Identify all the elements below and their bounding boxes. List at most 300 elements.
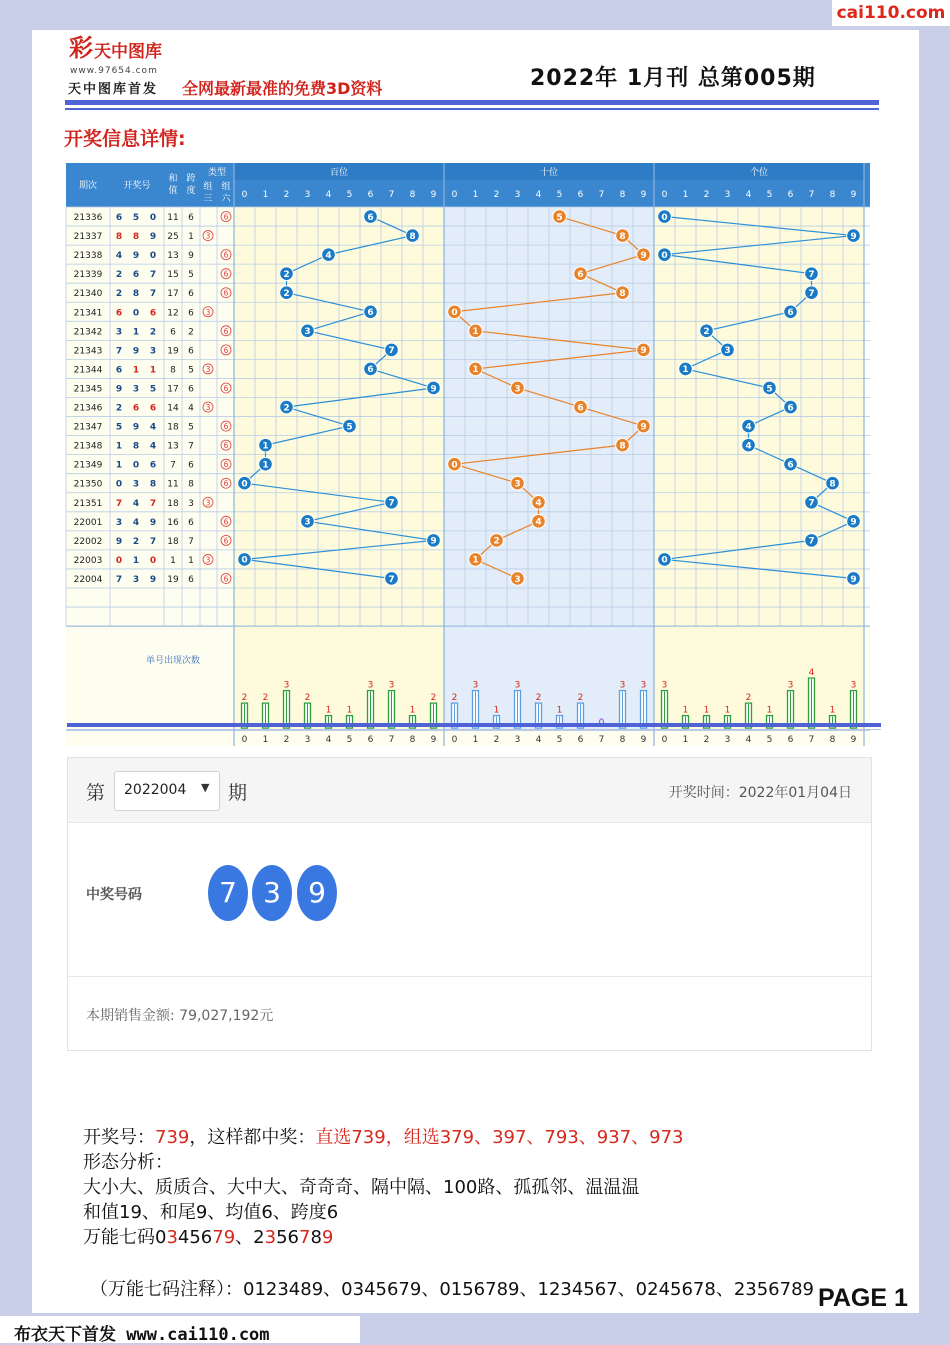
header-digit: 6 — [577, 190, 584, 200]
row-number: 7 — [149, 536, 157, 547]
row-period: 22001 — [73, 517, 103, 528]
trend-ball-value: 4 — [745, 422, 752, 433]
row-period: 22003 — [73, 555, 103, 566]
trend-ball-value: 5 — [766, 384, 773, 395]
row-sum: 15 — [167, 270, 179, 281]
header-group3: 组 — [203, 182, 213, 192]
row-span: 2 — [188, 327, 194, 338]
row-number: 4 — [149, 441, 157, 452]
row-span: 7 — [188, 536, 194, 547]
trend-ball-value: 9 — [640, 250, 647, 261]
header-group3: 三 — [203, 194, 213, 204]
axis-digit: 2 — [703, 735, 710, 746]
row-span: 6 — [188, 574, 194, 585]
header-digit: 8 — [409, 190, 416, 200]
count-value: 2 — [535, 693, 542, 704]
header-position: 百位 — [329, 168, 349, 178]
row-period: 21342 — [73, 327, 103, 338]
header-digit: 4 — [535, 190, 542, 200]
bottom-site-text[interactable]: 布衣天下首发 www.cai110.com — [14, 1325, 270, 1345]
count-value: 1 — [325, 705, 332, 716]
header-type: 类型 — [207, 168, 227, 178]
trend-ball-value: 6 — [577, 403, 584, 414]
row-span: 5 — [188, 422, 194, 433]
axis-digit: 5 — [556, 735, 563, 746]
logo-slogan: 天中图库首发 — [68, 82, 159, 97]
row-sum: 13 — [167, 251, 179, 262]
header-digit: 6 — [367, 190, 374, 200]
axis-digit: 9 — [850, 735, 857, 746]
header-digit: 0 — [451, 190, 458, 200]
axis-digit: 4 — [325, 735, 332, 746]
row-period: 21347 — [73, 422, 103, 433]
trend-ball-value: 7 — [388, 574, 395, 585]
row-span: 6 — [188, 517, 194, 528]
row-number: 0 — [132, 308, 140, 319]
seven-code-hit: 79 — [212, 1227, 236, 1248]
seven-code-part: 8 — [310, 1227, 322, 1248]
seven-code-part: 、2 — [235, 1227, 265, 1248]
footnote: （万能七码注释）：0123489、0345679、0156789、1234567、0245678、2356789 — [90, 1279, 814, 1300]
logo-icon: 彩 — [69, 33, 93, 62]
trend-ball-value: 5 — [346, 422, 353, 433]
row-period: 21339 — [73, 270, 103, 281]
row-span: 7 — [188, 441, 194, 452]
row-number: 0 — [115, 479, 123, 490]
row-number: 3 — [132, 479, 140, 490]
trend-ball-value: 4 — [535, 517, 542, 528]
axis-digit: 8 — [409, 735, 416, 746]
count-value: 2 — [451, 693, 458, 704]
draw-panel — [67, 757, 872, 1051]
row-number: 6 — [132, 270, 140, 281]
divider-rule — [67, 723, 881, 727]
trend-ball-value: 6 — [787, 403, 794, 414]
count-value: 2 — [577, 693, 584, 704]
issue-title: 2022年 1月刊 总第005期 — [530, 66, 816, 91]
header-digit: 0 — [661, 190, 668, 200]
header-digit: 8 — [829, 190, 836, 200]
header-digit: 9 — [850, 190, 857, 200]
count-value: 1 — [703, 705, 710, 716]
row-sum: 19 — [167, 346, 179, 357]
row-type-value: 3 — [205, 231, 211, 241]
draw-time: 开奖时间：2022年01月04日 — [668, 785, 852, 801]
axis-digit: 5 — [346, 735, 353, 746]
count-value: 3 — [661, 680, 668, 691]
header-digit: 1 — [262, 190, 269, 200]
row-number: 8 — [115, 232, 123, 243]
trend-ball-value: 9 — [430, 384, 437, 395]
trend-ball-value: 3 — [304, 517, 311, 528]
trend-ball-value: 9 — [850, 574, 857, 585]
axis-digit: 3 — [304, 735, 311, 746]
trend-ball-value: 7 — [808, 536, 815, 547]
trend-ball-value: 9 — [850, 517, 857, 528]
axis-digit: 7 — [388, 735, 395, 746]
row-number: 7 — [149, 289, 157, 300]
win-ball: 7 — [208, 865, 248, 921]
row-number: 7 — [115, 498, 123, 509]
count-value: 2 — [262, 693, 269, 704]
count-value: 3 — [472, 680, 479, 691]
page-number: PAGE 1 — [818, 1284, 908, 1312]
section-title: 开奖信息详情: — [64, 128, 186, 150]
axis-digit: 6 — [577, 735, 584, 746]
row-number: 0 — [149, 555, 157, 566]
trend-chart — [66, 163, 870, 746]
trend-ball-value: 7 — [808, 498, 815, 509]
header-numbers: 开奖号 — [123, 181, 151, 191]
trend-ball-value: 9 — [430, 536, 437, 547]
row-sum: 6 — [170, 327, 176, 338]
row-number: 9 — [115, 536, 123, 547]
row-sum: 19 — [167, 574, 179, 585]
trend-ball-value: 7 — [388, 498, 395, 509]
row-span: 9 — [188, 251, 194, 262]
row-period: 21341 — [73, 308, 103, 319]
header-digit: 7 — [388, 190, 395, 200]
analysis-sum: 和值19、和尾9、均值6、跨度6 — [83, 1202, 339, 1223]
row-type-value: 6 — [223, 345, 229, 355]
row-sum: 17 — [167, 289, 179, 300]
axis-digit: 2 — [493, 735, 500, 746]
row-number: 3 — [132, 384, 140, 395]
trend-ball-value: 6 — [367, 308, 374, 319]
row-span: 6 — [188, 346, 194, 357]
seven-code-hit: 7 — [298, 1227, 311, 1248]
row-sum: 13 — [167, 441, 179, 452]
row-number: 1 — [115, 441, 123, 452]
logo-name: 天中图库 — [94, 42, 162, 62]
row-period: 21350 — [73, 479, 103, 490]
row-number: 2 — [115, 270, 123, 281]
row-number: 3 — [149, 346, 157, 357]
axis-digit: 3 — [724, 735, 731, 746]
trend-ball-value: 9 — [850, 231, 857, 242]
trend-ball-value: 1 — [262, 460, 269, 471]
analysis-heading: 形态分析： — [83, 1152, 173, 1173]
row-span: 4 — [188, 403, 194, 414]
row-number: 4 — [115, 251, 123, 262]
row-number: 8 — [132, 232, 140, 243]
row-span: 6 — [188, 384, 194, 395]
row-sum: 11 — [167, 213, 179, 224]
count-value: 3 — [640, 680, 647, 691]
trend-ball-value: 3 — [514, 384, 521, 395]
analysis-seven-codes — [83, 1223, 333, 1249]
row-type-value: 6 — [223, 383, 229, 393]
row-number: 6 — [132, 403, 140, 414]
row-span: 6 — [188, 308, 194, 319]
row-span: 6 — [188, 289, 194, 300]
row-period: 21343 — [73, 346, 103, 357]
row-number: 7 — [115, 574, 123, 585]
header-digit: 2 — [283, 190, 290, 200]
count-value: 2 — [430, 693, 437, 704]
header-digit: 7 — [808, 190, 815, 200]
row-sum: 12 — [167, 308, 179, 319]
trend-ball-value: 1 — [472, 327, 479, 338]
axis-digit: 8 — [619, 735, 626, 746]
count-value: 2 — [241, 693, 248, 704]
count-value: 4 — [808, 668, 815, 679]
row-number: 8 — [132, 289, 140, 300]
draw-text: ，这样都中奖： — [189, 1127, 316, 1148]
count-value: 1 — [493, 705, 500, 716]
count-value: 2 — [304, 693, 311, 704]
trend-ball-value: 0 — [661, 250, 668, 261]
header-sum: 值 — [168, 186, 178, 196]
axis-digit: 8 — [829, 735, 836, 746]
header-sum: 和 — [168, 174, 178, 184]
axis-digit: 1 — [682, 735, 689, 746]
row-number: 6 — [115, 365, 123, 376]
row-number: 6 — [115, 213, 123, 224]
count-value: 3 — [787, 680, 794, 691]
row-number: 8 — [132, 441, 140, 452]
row-number: 7 — [149, 498, 157, 509]
header-digit: 1 — [472, 190, 479, 200]
row-type-value: 3 — [205, 364, 211, 374]
trend-ball-value: 3 — [304, 327, 311, 338]
issue-select[interactable] — [114, 771, 220, 811]
row-number: 3 — [115, 327, 123, 338]
row-period: 21344 — [73, 365, 103, 376]
row-period: 21345 — [73, 384, 103, 395]
draw-label: 开奖号： — [83, 1127, 155, 1148]
trend-ball-value: 0 — [661, 212, 668, 223]
analysis-line-draw — [83, 1123, 684, 1149]
axis-digit: 4 — [535, 735, 542, 746]
axis-digit: 7 — [598, 735, 605, 746]
trend-ball-value: 8 — [619, 289, 626, 300]
trend-ball-value: 3 — [514, 479, 521, 490]
row-type-value: 6 — [223, 212, 229, 222]
header-period: 期次 — [78, 181, 98, 191]
trend-ball-value: 6 — [367, 212, 374, 223]
row-number: 2 — [115, 289, 123, 300]
trend-ball-value: 7 — [388, 346, 395, 357]
header-group6: 六 — [221, 194, 231, 204]
row-type-value: 6 — [223, 479, 229, 489]
trend-ball-value: 7 — [808, 289, 815, 300]
row-number: 0 — [115, 555, 123, 566]
trend-ball-value: 3 — [514, 574, 521, 585]
divider-rule-thin — [67, 729, 881, 730]
header-rule — [65, 100, 879, 105]
trend-ball-value: 0 — [661, 555, 668, 566]
row-number: 4 — [132, 517, 140, 528]
row-span: 1 — [188, 232, 194, 243]
header-digit: 1 — [682, 190, 689, 200]
seven-code-part: 56 — [276, 1227, 299, 1248]
row-type-value: 6 — [223, 250, 229, 260]
trend-ball-value: 2 — [283, 269, 290, 280]
axis-digit: 6 — [787, 735, 794, 746]
axis-digit: 7 — [808, 735, 815, 746]
sales-amount: 本期销售金额: 79,027,192元 — [86, 1008, 274, 1024]
axis-digit: 1 — [262, 735, 269, 746]
row-number: 6 — [115, 308, 123, 319]
row-period: 21340 — [73, 289, 103, 300]
row-number: 1 — [149, 365, 157, 376]
trend-ball-value: 6 — [787, 308, 794, 319]
count-value: 3 — [619, 680, 626, 691]
row-sum: 18 — [167, 498, 179, 509]
seven-code-hit: 9 — [321, 1227, 334, 1248]
header-digit: 0 — [241, 190, 248, 200]
row-period: 21338 — [73, 251, 103, 262]
header-digit: 2 — [703, 190, 710, 200]
row-type-value: 6 — [223, 422, 229, 432]
analysis-pattern: 大小大、质质合、大中大、奇奇奇、隔中隔、100路、孤孤邻、温温温 — [83, 1177, 640, 1198]
header-span: 度 — [186, 186, 196, 196]
row-number: 6 — [149, 460, 157, 471]
row-sum: 14 — [167, 403, 179, 414]
row-number: 1 — [132, 327, 140, 338]
trend-ball-value: 1 — [472, 555, 479, 566]
trend-ball-value: 7 — [808, 269, 815, 280]
row-number: 2 — [149, 327, 157, 338]
trend-ball-value: 6 — [367, 365, 374, 376]
count-value: 1 — [724, 705, 731, 716]
seven-code-part: 456 — [177, 1227, 213, 1248]
seven-code-part: 万能七码0 — [83, 1227, 167, 1248]
win-ball: 3 — [252, 865, 292, 921]
row-period: 21348 — [73, 441, 103, 452]
row-span: 6 — [188, 460, 194, 471]
axis-digit: 9 — [640, 735, 647, 746]
panel-divider — [68, 976, 871, 977]
trend-ball-value: 0 — [451, 460, 458, 471]
row-type-value: 6 — [223, 574, 229, 584]
row-number: 4 — [149, 422, 157, 433]
count-value: 1 — [766, 705, 773, 716]
row-number: 1 — [132, 555, 140, 566]
caret-down-icon: ▼ — [201, 781, 210, 794]
row-period: 22002 — [73, 536, 103, 547]
count-label: 单号出现次数 — [145, 656, 201, 667]
trend-ball-value: 2 — [703, 327, 710, 338]
seven-code-hit: 3 — [264, 1227, 277, 1248]
win-numbers-label: 中奖号码 — [86, 887, 142, 903]
panel-header — [68, 758, 871, 823]
header-digit: 8 — [619, 190, 626, 200]
row-number: 9 — [132, 346, 140, 357]
row-number: 9 — [149, 574, 157, 585]
trend-ball-value: 8 — [619, 441, 626, 452]
row-sum: 1 — [170, 555, 176, 566]
trend-ball-value: 9 — [640, 422, 647, 433]
row-type-value: 3 — [205, 498, 211, 508]
row-number: 4 — [132, 498, 140, 509]
row-sum: 18 — [167, 422, 179, 433]
row-span: 5 — [188, 270, 194, 281]
count-value: 3 — [367, 680, 374, 691]
site-tag[interactable]: cai110.com — [832, 0, 950, 26]
row-type-value: 6 — [223, 460, 229, 470]
count-value: 1 — [829, 705, 836, 716]
trend-ball-value: 5 — [556, 212, 563, 223]
axis-digit: 9 — [430, 735, 437, 746]
row-period: 21349 — [73, 460, 103, 471]
row-span: 1 — [188, 555, 194, 566]
trend-ball-value: 1 — [682, 365, 689, 376]
trend-ball-value: 0 — [241, 479, 248, 490]
header-digit: 9 — [640, 190, 647, 200]
row-type-value: 6 — [223, 269, 229, 279]
row-number: 6 — [149, 403, 157, 414]
count-value: 2 — [745, 693, 752, 704]
row-type-value: 6 — [223, 288, 229, 298]
trend-ball-value: 8 — [619, 231, 626, 242]
row-sum: 11 — [167, 479, 179, 490]
row-number: 8 — [149, 479, 157, 490]
axis-digit: 1 — [472, 735, 479, 746]
row-period: 21337 — [73, 232, 103, 243]
tagline: 全网最新最准的免费3D资料 — [182, 79, 383, 98]
issue-prefix: 第 — [86, 782, 106, 804]
row-type-value: 3 — [205, 307, 211, 317]
trend-ball-value: 1 — [262, 441, 269, 452]
row-number: 3 — [115, 517, 123, 528]
row-number: 5 — [132, 213, 140, 224]
header-digit: 9 — [430, 190, 437, 200]
header-group6: 组 — [221, 182, 231, 192]
count-value: 1 — [556, 705, 563, 716]
axis-digit: 0 — [241, 735, 248, 746]
row-number: 7 — [115, 346, 123, 357]
axis-digit: 6 — [367, 735, 374, 746]
header-digit: 4 — [745, 190, 752, 200]
count-value: 1 — [346, 705, 353, 716]
header-digit: 3 — [304, 190, 311, 200]
axis-digit: 2 — [283, 735, 290, 746]
trend-ball-value: 0 — [451, 308, 458, 319]
row-span: 5 — [188, 365, 194, 376]
seven-code-hit: 3 — [166, 1227, 178, 1248]
row-sum: 16 — [167, 517, 179, 528]
header-digit: 6 — [787, 190, 794, 200]
row-number: 9 — [132, 251, 140, 262]
trend-ball-value: 2 — [283, 403, 290, 414]
header-digit: 7 — [598, 190, 605, 200]
row-sum: 8 — [170, 365, 176, 376]
draw-number: 739 — [155, 1127, 190, 1148]
row-type-value: 6 — [223, 517, 229, 527]
logo-url: www.97654.com — [70, 66, 158, 76]
row-sum: 7 — [170, 460, 176, 471]
count-value: 1 — [409, 705, 416, 716]
trend-ball-value: 1 — [472, 365, 479, 376]
issue-select-value: 2022004 — [124, 782, 187, 798]
row-type-value: 6 — [223, 326, 229, 336]
trend-ball-value: 8 — [829, 479, 836, 490]
row-span: 8 — [188, 479, 194, 490]
trend-ball-value: 8 — [409, 231, 416, 242]
row-span: 6 — [188, 213, 194, 224]
header-digit: 3 — [514, 190, 521, 200]
row-sum: 18 — [167, 536, 179, 547]
win-combos: 直选739，组选379、397、793、937、973 — [315, 1127, 684, 1148]
header-digit: 5 — [346, 190, 353, 200]
row-period: 21351 — [73, 498, 103, 509]
row-number: 0 — [149, 213, 157, 224]
trend-ball-value: 4 — [325, 250, 332, 261]
row-type-value: 3 — [205, 403, 211, 413]
trend-ball-value: 2 — [283, 289, 290, 300]
